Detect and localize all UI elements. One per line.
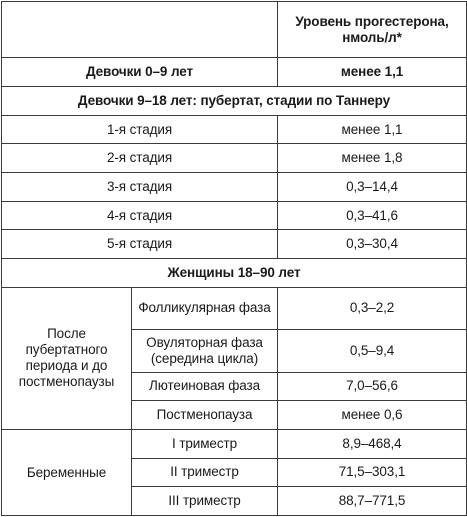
tanner-stage-value: 0,3–30,4 [278,230,467,259]
table-row [2,201,467,230]
tanner-stage-value: менее 1,8 [278,144,467,173]
header-progesterone-level: Уровень прогестерона, нмоль/л* [278,2,467,58]
table-row [2,172,467,201]
tanner-stage-label: 3-я стадия [2,172,278,201]
section-heading-row [2,86,467,115]
girls-9-18-heading: Девочки 9–18 лет: пубертат, стадии по Таннеру [2,86,467,115]
cycle-phase-value: 0,5–9,4 [278,330,467,372]
tanner-stage-value: 0,3–41,6 [278,201,467,230]
cycle-phase-value: 0,3–2,2 [278,287,467,329]
header-empty-cell [2,2,278,58]
progesterone-reference-table [1,1,466,516]
trimester-value: 88,7–771,5 [278,487,467,516]
tanner-stage-label: 4-я стадия [2,201,278,230]
cycle-phase-value: 7,0–56,6 [278,372,467,401]
header-row [2,2,467,58]
post-pubertal-group-label: После пубертатного периода и до постменопаузы [2,287,132,429]
tanner-stage-value: менее 1,1 [278,115,467,144]
cycle-phase-label: Фолликулярная фаза [132,287,278,329]
cycle-phase-label: Овуляторная фаза (середина цикла) [132,330,278,372]
trimester-value: 71,5–303,1 [278,458,467,487]
tanner-stage-value: 0,3–14,4 [278,172,467,201]
girls-0-9-value: менее 1,1 [278,58,467,87]
trimester-label: I триместр [132,429,278,458]
table-row [2,115,467,144]
table-row [2,287,467,329]
cycle-phase-label: Лютеиновая фаза [132,372,278,401]
tanner-stage-label: 5-я стадия [2,230,278,259]
tanner-stage-label: 2-я стадия [2,144,278,173]
table-row [2,144,467,173]
reference-table [1,1,467,516]
trimester-label: III триместр [132,487,278,516]
women-18-90-heading: Женщины 18–90 лет [2,258,467,287]
trimester-label: II триместр [132,458,278,487]
table-row [2,230,467,259]
trimester-value: 8,9–468,4 [278,429,467,458]
girls-0-9-label: Девочки 0–9 лет [2,58,278,87]
section-heading-row [2,258,467,287]
table-row [2,58,467,87]
cycle-phase-value: менее 0,6 [278,401,467,430]
tanner-stage-label: 1-я стадия [2,115,278,144]
cycle-phase-label: Постменопауза [132,401,278,430]
pregnant-group-label: Беременные [2,429,132,515]
table-row [2,429,467,458]
